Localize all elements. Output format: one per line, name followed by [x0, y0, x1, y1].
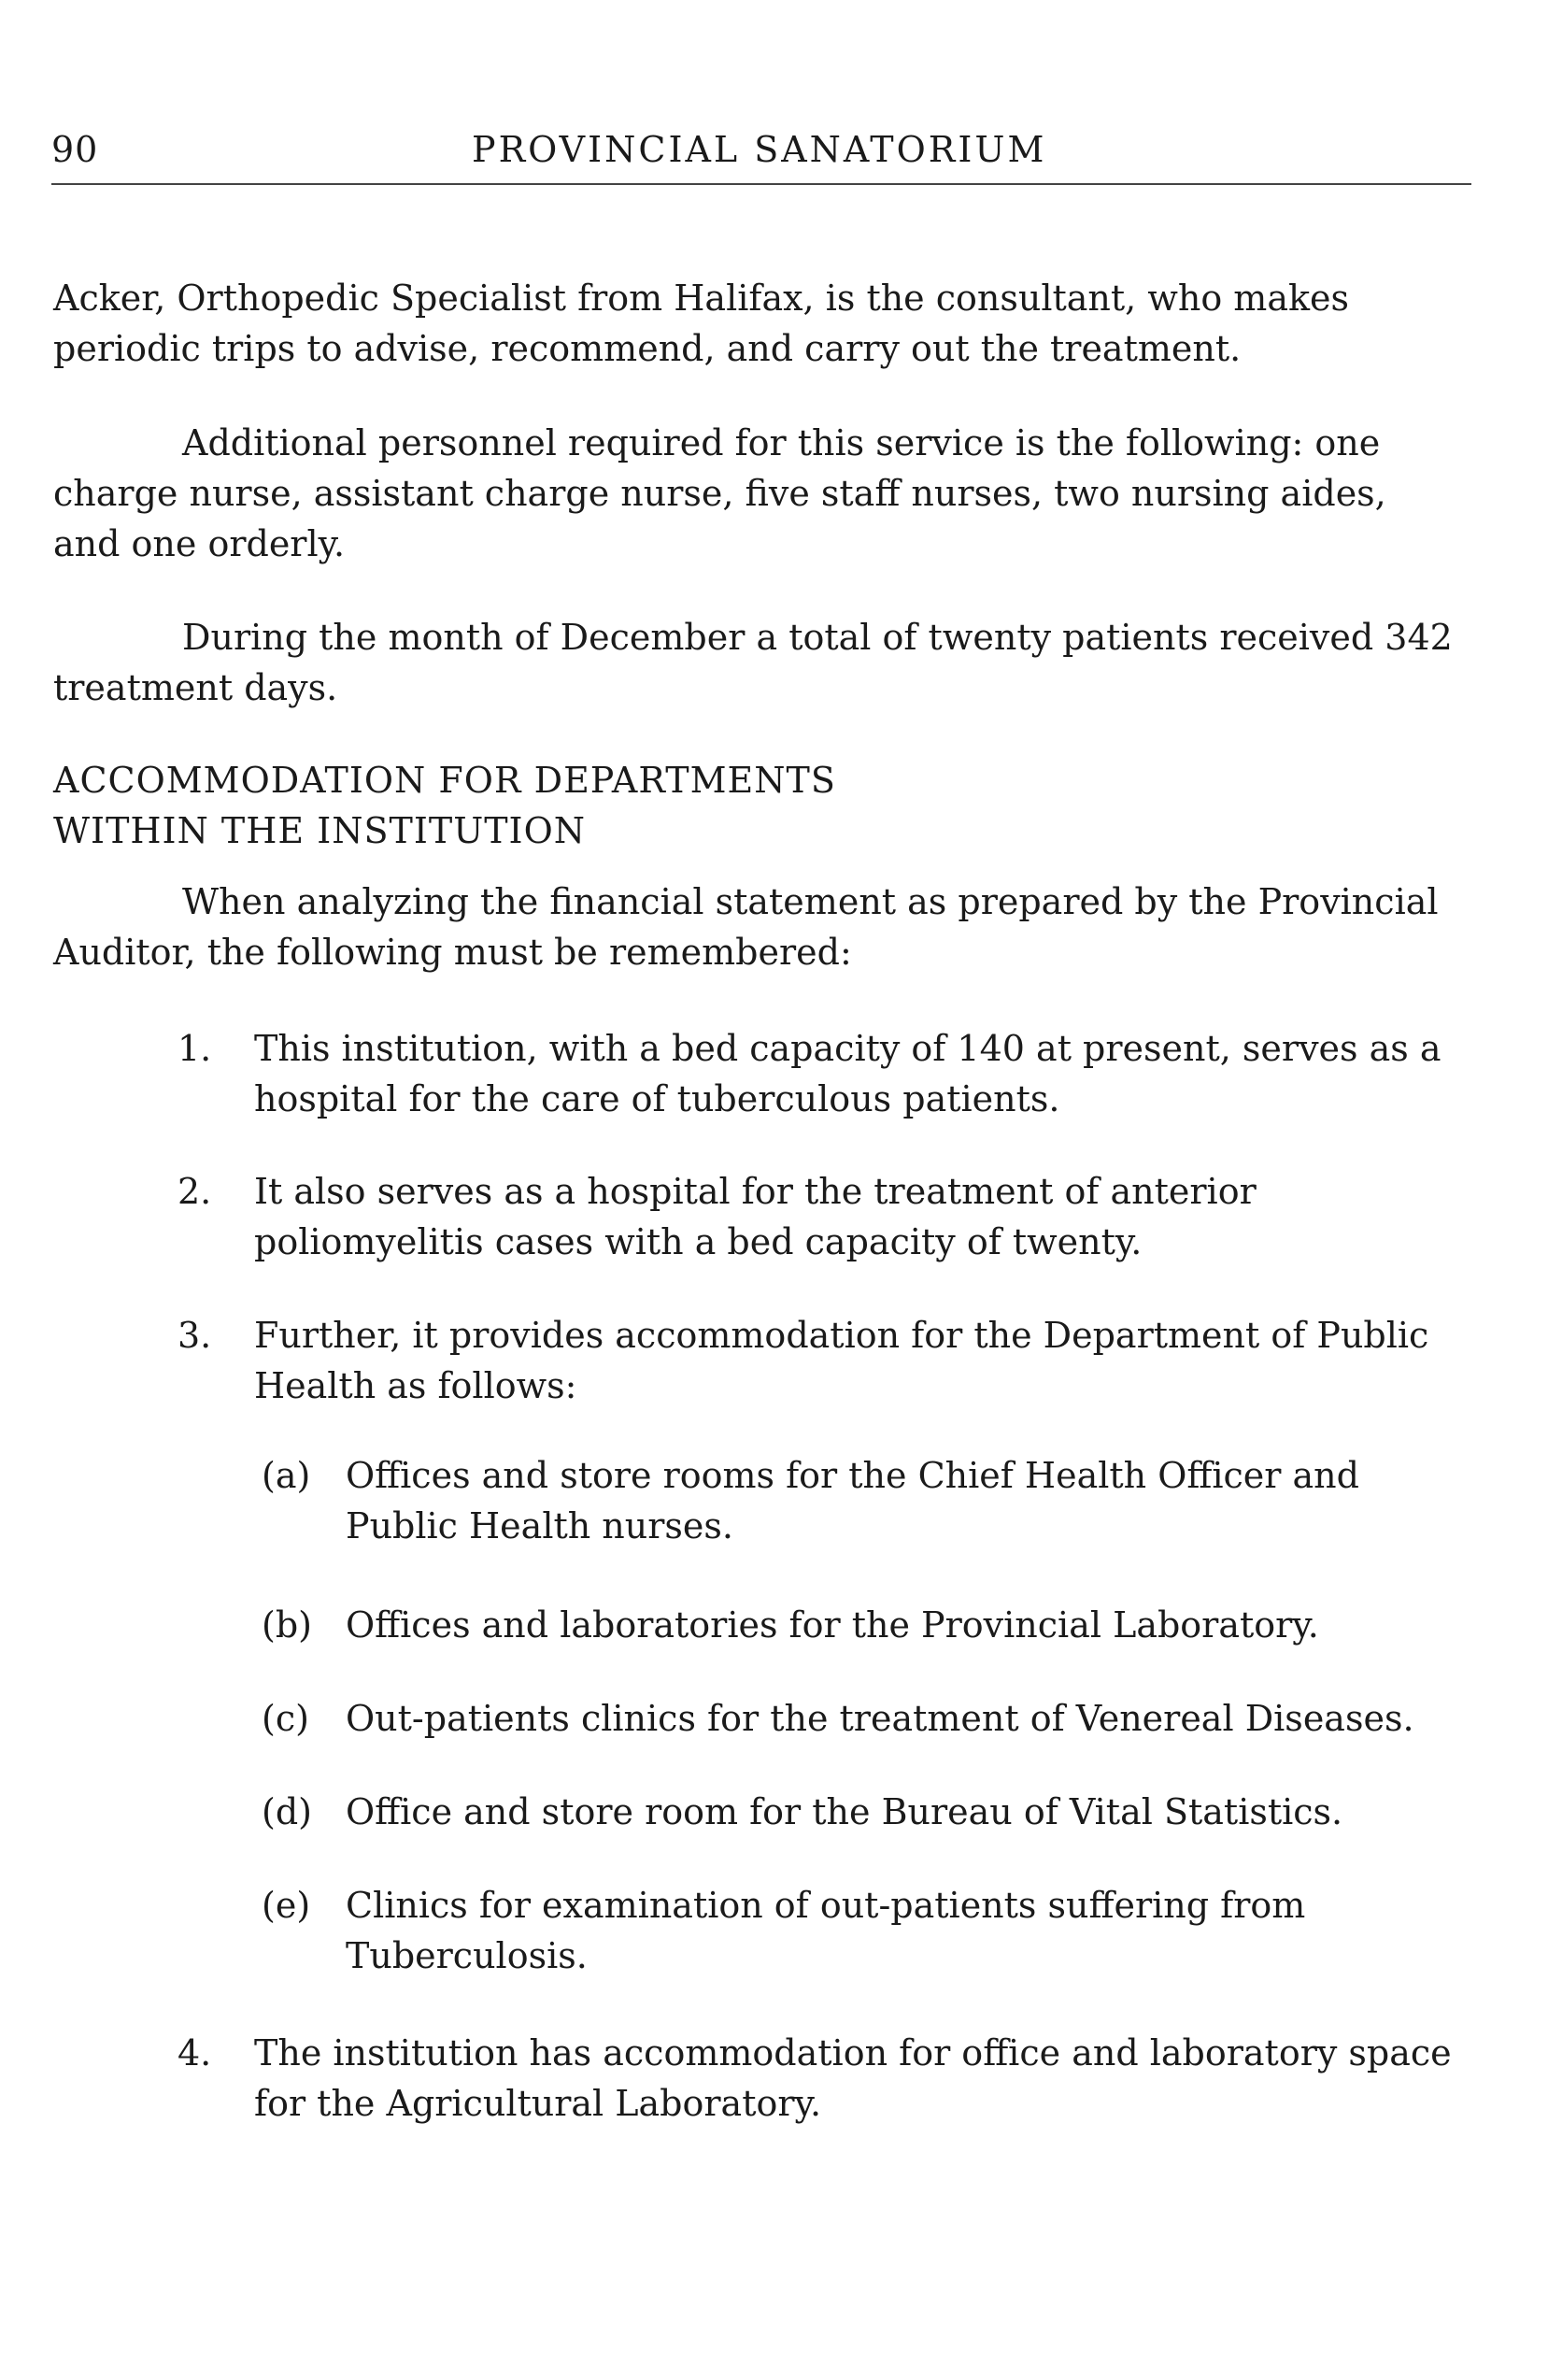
paragraph-december: During the month of December a total of twenty patients received 342 treatment days. [53, 617, 1453, 708]
section-heading [53, 755, 1174, 856]
sub-item-label: (d) [262, 1791, 312, 1832]
list-item-number: 1. [178, 1028, 212, 1069]
sub-item-label: (e) [262, 1885, 311, 1926]
sub-item-text: Out-patients clinics for the treatment of Venereal Diseases. [346, 1698, 1414, 1739]
sub-item-text: Office and store room for the Bureau of Vital Statistics. [346, 1791, 1343, 1832]
page-header [51, 129, 1471, 185]
list-item-text: It also serves as a hospital for the treatment of anterior poliomyelitis cases with a bed capacity of twenty. [254, 1171, 1257, 1262]
list-item-number: 4. [178, 2032, 212, 2074]
header-rule [51, 183, 1471, 185]
list-item-text: This institution, with a bed capacity of 140 at present, serves as a hospital for the care of tuberculous patients. [254, 1028, 1441, 1119]
section-intro: When analyzing the financial statement as prepared by the Provincial Auditor, the following must be remembered: [53, 881, 1439, 973]
paragraph-consultant: Acker, Orthopedic Specialist from Halifax, is the consultant, who makes periodic trips to advise, recommend, and carry out the treatment. [53, 278, 1349, 369]
sub-item-text: Offices and laboratories for the Provincial Laboratory. [346, 1604, 1319, 1646]
page-number: 90 [51, 129, 99, 170]
section-heading-line-2: WITHIN THE INSTITUTION [53, 810, 586, 851]
list-item-number: 3. [178, 1315, 212, 1356]
list-item-text: Further, it provides accommodation for the Department of Public Health as follows: [254, 1315, 1429, 1406]
sub-item-label: (a) [262, 1455, 311, 1496]
list-item-number: 2. [178, 1171, 212, 1212]
paragraph-personnel: Additional personnel required for this service is the following: one charge nurse, assistant charge nurse, five staff nurses, two nursing aides, and one orderly. [53, 422, 1386, 564]
running-title: PROVINCIAL SANATORIUM [472, 129, 1047, 170]
sub-item-label: (c) [262, 1698, 309, 1739]
list-item-text: The institution has accommodation for office and laboratory space for the Agricultural Laboratory. [254, 2032, 1452, 2124]
section-heading-line-1: ACCOMMODATION FOR DEPARTMENTS [53, 760, 836, 801]
sub-item-label: (b) [262, 1604, 312, 1646]
sub-item-text: Offices and store rooms for the Chief Health Officer and Public Health nurses. [346, 1455, 1359, 1546]
sub-item-text: Clinics for examination of out-patients suffering from Tuberculosis. [346, 1885, 1306, 1976]
